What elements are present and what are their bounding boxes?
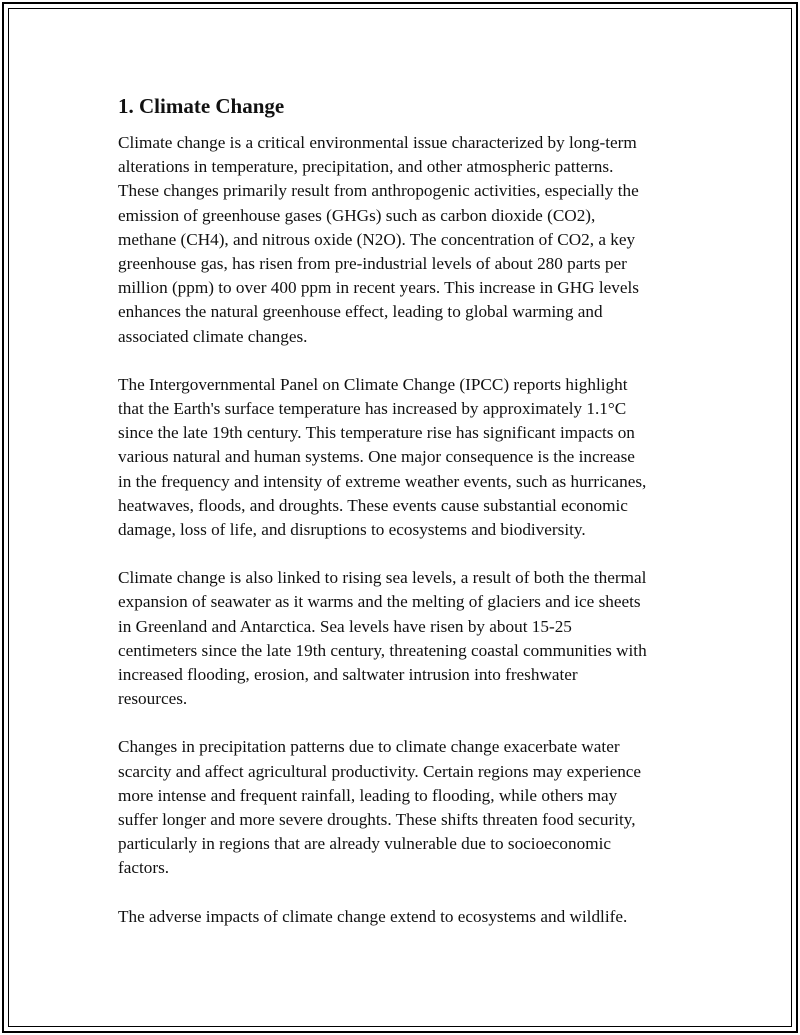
text-line: various natural and human systems. One major consequence is the increase bbox=[118, 447, 635, 467]
section-heading: 1. Climate Change bbox=[118, 94, 285, 118]
text-line: since the late 19th century. This temperature rise has significant impacts on bbox=[118, 423, 635, 443]
text-line: Changes in precipitation patterns due to climate change exacerbate water bbox=[118, 737, 620, 757]
text-line: emission of greenhouse gases (GHGs) such as carbon dioxide (CO2), bbox=[118, 205, 596, 225]
document-body bbox=[118, 93, 698, 953]
text-line: centimeters since the late 19th century, threatening coastal communities with bbox=[118, 640, 647, 660]
paragraph bbox=[118, 373, 698, 542]
paragraph bbox=[118, 735, 698, 880]
paragraph bbox=[118, 131, 698, 349]
text-line: in the frequency and intensity of extreme weather events, such as hurricanes, bbox=[118, 471, 647, 491]
paragraph bbox=[118, 566, 698, 711]
text-line: damage, loss of life, and disruptions to ecosystems and biodiversity. bbox=[118, 520, 586, 540]
text-line: heatwaves, floods, and droughts. These events cause substantial economic bbox=[118, 495, 628, 515]
text-line: factors. bbox=[118, 858, 170, 878]
text-line: resources. bbox=[118, 689, 188, 709]
text-line: suffer longer and more severe droughts. These shifts threaten food security, bbox=[118, 810, 636, 830]
text-line: The adverse impacts of climate change extend to ecosystems and wildlife. bbox=[118, 906, 628, 926]
text-line: increased flooding, erosion, and saltwater intrusion into freshwater bbox=[118, 665, 578, 685]
text-line: in Greenland and Antarctica. Sea levels have risen by about 15-25 bbox=[118, 616, 572, 636]
text-line: more intense and frequent rainfall, leading to flooding, while others may bbox=[118, 785, 618, 805]
text-line: that the Earth's surface temperature has increased by approximately 1.1°C bbox=[118, 399, 627, 419]
text-line: associated climate changes. bbox=[118, 326, 308, 346]
text-line: particularly in regions that are already vulnerable due to socioeconomic bbox=[118, 834, 611, 854]
text-line: Climate change is also linked to rising sea levels, a result of both the thermal bbox=[118, 568, 647, 588]
text-line: These changes primarily result from anthropogenic activities, especially the bbox=[118, 181, 639, 201]
text-line: Climate change is a critical environmental issue characterized by long-term bbox=[118, 133, 637, 152]
text-line: expansion of seawater as it warms and the melting of glaciers and ice sheets bbox=[118, 592, 641, 612]
text-line: million (ppm) to over 400 ppm in recent years. This increase in GHG levels bbox=[118, 278, 639, 298]
text-line: alterations in temperature, precipitation, and other atmospheric patterns. bbox=[118, 157, 614, 177]
text-line: enhances the natural greenhouse effect, leading to global warming and bbox=[118, 302, 603, 322]
text-line: greenhouse gas, has risen from pre-industrial levels of about 280 parts per bbox=[118, 254, 627, 274]
text-line: The Intergovernmental Panel on Climate Change (IPCC) reports highlight bbox=[118, 374, 628, 394]
paragraph bbox=[118, 905, 698, 929]
text-line: methane (CH4), and nitrous oxide (N2O). The concentration of CO2, a key bbox=[118, 229, 636, 249]
text-line: scarcity and affect agricultural productivity. Certain regions may experience bbox=[118, 761, 642, 781]
